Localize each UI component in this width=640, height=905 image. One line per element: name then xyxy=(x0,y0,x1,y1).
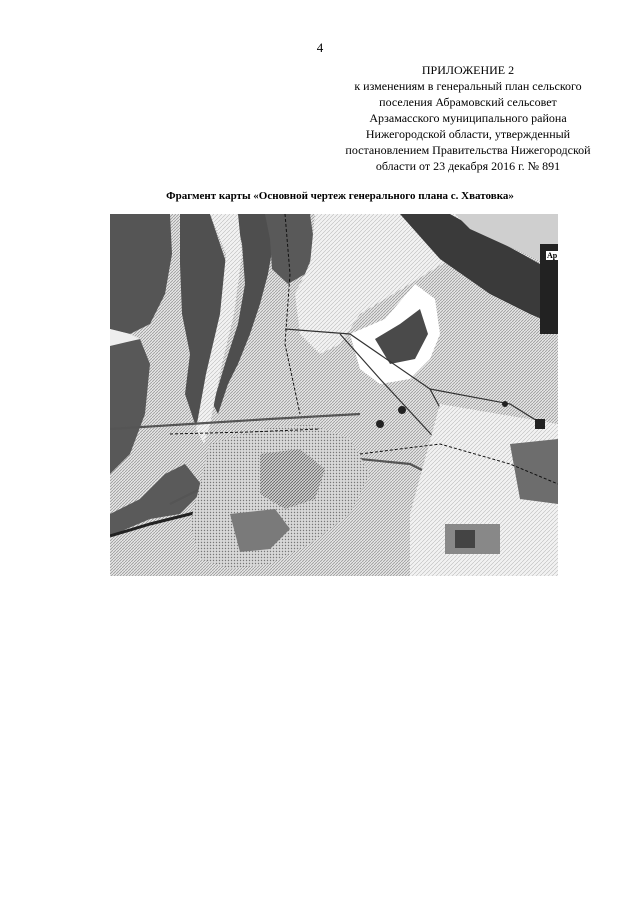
appendix-line: области от 23 декабря 2016 г. № 891 xyxy=(375,159,561,173)
map-fragment xyxy=(110,214,558,576)
map-image xyxy=(110,214,558,576)
map-corner-label: Ар xyxy=(547,251,558,260)
appendix-header xyxy=(330,62,606,174)
map-caption: Фрагмент карты «Основной чертеж генерального плана с. Хватовка» xyxy=(166,190,514,202)
appendix-line: к изменениям в генеральный план сельского xyxy=(354,79,582,93)
page-number: 4 xyxy=(316,40,324,55)
appendix-line: Нижегородской области, утвержденный xyxy=(365,127,571,141)
appendix-line: поселения Абрамовский сельсовет xyxy=(379,95,557,109)
appendix-line: постановлением Правительства Нижегородской xyxy=(345,143,591,157)
appendix-line: Арзамасского муниципального района xyxy=(369,111,567,125)
appendix-title: ПРИЛОЖЕНИЕ 2 xyxy=(421,63,515,77)
